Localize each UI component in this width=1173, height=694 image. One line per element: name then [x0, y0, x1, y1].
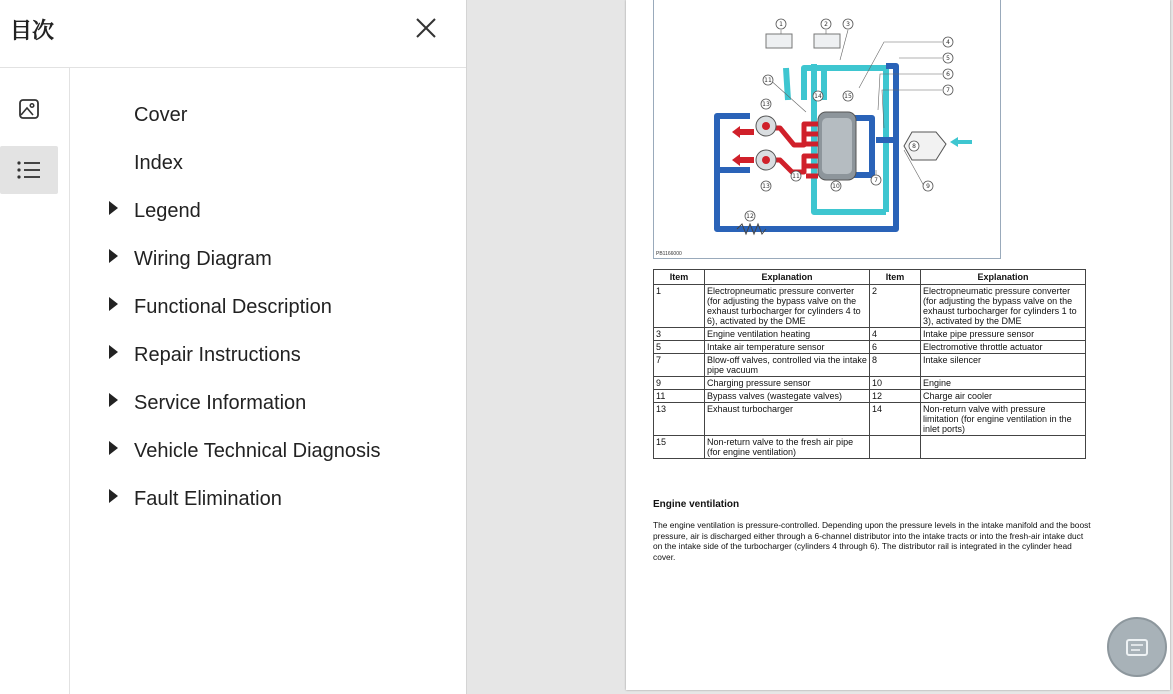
- toc-item-label: Cover: [134, 104, 188, 126]
- callout-7b: 7: [874, 177, 878, 184]
- list-icon: [16, 158, 42, 182]
- turbocharger-upper: [756, 116, 776, 136]
- cell-explanation: Blow-off valves, controlled via the intake pipe vacuum: [705, 354, 870, 377]
- cell-explanation: Electromotive throttle actuator: [921, 341, 1086, 354]
- engine-ventilation-diagram: [653, 0, 1001, 259]
- callout-8: 8: [912, 143, 916, 150]
- cell-explanation: Electropneumatic pressure converter (for adjusting the bypass valve on the exhaust turbocharger for cylinders 1 to 3), activated by the DME: [921, 285, 1086, 328]
- cell-item: 15: [654, 436, 705, 459]
- toc-item-legend[interactable]: [70, 190, 465, 238]
- toc-item-service-information[interactable]: [70, 382, 465, 430]
- cell-explanation: Intake air temperature sensor: [705, 341, 870, 354]
- callout-3: 3: [846, 21, 850, 28]
- cell-explanation: Bypass valves (wastegate valves): [705, 390, 870, 403]
- cell-item: 10: [870, 377, 921, 390]
- toc-item-label: Wiring Diagram: [134, 248, 272, 270]
- cell-item: 3: [654, 328, 705, 341]
- header-item: Item: [654, 270, 705, 285]
- toc-item-fault-elimination[interactable]: [70, 478, 465, 526]
- toc-item-repair-instructions[interactable]: [70, 334, 465, 382]
- callout-11: 11: [764, 77, 772, 84]
- engine-block: [818, 112, 856, 180]
- cell-explanation: Non-return valve to the fresh air pipe (for engine ventilation): [705, 436, 870, 459]
- cell-item: 9: [654, 377, 705, 390]
- parts-table: [653, 269, 1086, 459]
- cell-item: 2: [870, 285, 921, 328]
- section-heading: Engine ventilation: [653, 499, 740, 510]
- turbocharger-lower: [756, 150, 776, 170]
- cell-explanation: Charging pressure sensor: [705, 377, 870, 390]
- table-row: [654, 403, 1086, 436]
- table-row: [654, 354, 1086, 377]
- callout-6: 6: [946, 71, 950, 78]
- toc-list: [70, 94, 465, 526]
- expand-triangle-icon[interactable]: [109, 393, 118, 407]
- callout-13: 13: [762, 101, 770, 108]
- table-row: [654, 285, 1086, 328]
- toc-item-vehicle-technical-diagnosis[interactable]: [70, 430, 465, 478]
- cell-item: 6: [870, 341, 921, 354]
- cell-explanation: Intake silencer: [921, 354, 1086, 377]
- toc-item-label: Vehicle Technical Diagnosis: [134, 440, 381, 462]
- floating-assistant-button[interactable]: [1107, 617, 1167, 677]
- document-page: [626, 0, 1170, 690]
- table-row: [654, 390, 1086, 403]
- toc-item-label: Functional Description: [134, 296, 332, 318]
- expand-triangle-icon[interactable]: [109, 345, 118, 359]
- toc-item-functional-description[interactable]: [70, 286, 465, 334]
- callout-9: 9: [926, 183, 930, 190]
- toc-title: 目次: [10, 19, 55, 44]
- toc-item-cover[interactable]: [70, 94, 465, 142]
- diagram-svg: [654, 0, 1000, 258]
- cell-item: 5: [654, 341, 705, 354]
- cell-explanation: Non-return valve with pressure limitation (for engine ventilation in the inlet ports): [921, 403, 1086, 436]
- cell-explanation: [921, 436, 1086, 459]
- toc-item-label: Legend: [134, 200, 201, 222]
- cell-item: 14: [870, 403, 921, 436]
- cell-item: 12: [870, 390, 921, 403]
- expand-triangle-icon[interactable]: [109, 297, 118, 311]
- callout-10: 10: [832, 183, 840, 190]
- expand-triangle-icon[interactable]: [109, 201, 118, 215]
- callout-7: 7: [946, 87, 950, 94]
- outline-button[interactable]: [0, 146, 58, 194]
- toc-item-wiring-diagram[interactable]: [70, 238, 465, 286]
- cell-explanation: Engine ventilation heating: [705, 328, 870, 341]
- callout-11b: 11: [792, 173, 800, 180]
- toc-panel: [0, 0, 467, 694]
- toc-item-index[interactable]: [70, 142, 465, 190]
- cell-item: 8: [870, 354, 921, 377]
- section-body: The engine ventilation is pressure-controlled. Depending upon the pressure levels in the intake manifold and the boost pressure, air is discharged either through a 6-channel distributor into the intake tracts or into the fresh-air intake duct on the intake side of the turbocharger (cylinders 4 through 6). The distributor rail is integrated in the cylinder head cover.: [653, 520, 1091, 562]
- tool-rail: [0, 68, 70, 694]
- callout-12: 12: [746, 213, 754, 220]
- header-explanation: Explanation: [705, 270, 870, 285]
- document-icon: [1122, 632, 1152, 662]
- table-row: [654, 328, 1086, 341]
- callout-2: 2: [824, 21, 828, 28]
- cell-explanation: Electropneumatic pressure converter (for adjusting the bypass valve on the exhaust turbocharger for cylinders 4 to 6), activated by the DME: [705, 285, 870, 328]
- cell-explanation: Intake pipe pressure sensor: [921, 328, 1086, 341]
- callout-13b: 13: [762, 183, 770, 190]
- cell-item: 7: [654, 354, 705, 377]
- toc-item-label: Fault Elimination: [134, 488, 282, 510]
- table-row: [654, 377, 1086, 390]
- toc-item-label: Repair Instructions: [134, 344, 301, 366]
- close-button[interactable]: [410, 12, 442, 44]
- callout-15: 15: [844, 93, 852, 100]
- toc-item-label: Index: [134, 152, 183, 174]
- figure-code: PB1166000: [656, 251, 682, 257]
- cell-explanation: Exhaust turbocharger: [705, 403, 870, 436]
- cell-item: 11: [654, 390, 705, 403]
- header-explanation: Explanation: [921, 270, 1086, 285]
- table-row: [654, 341, 1086, 354]
- expand-triangle-icon[interactable]: [109, 441, 118, 455]
- expand-triangle-icon[interactable]: [109, 489, 118, 503]
- thumbnails-button[interactable]: [0, 85, 58, 133]
- cell-item: [870, 436, 921, 459]
- close-icon: [410, 12, 442, 44]
- callout-4: 4: [946, 39, 950, 46]
- table-header-row: [654, 270, 1086, 285]
- cell-explanation: Charge air cooler: [921, 390, 1086, 403]
- image-icon: [17, 97, 41, 121]
- callout-1: 1: [779, 21, 783, 28]
- expand-triangle-icon[interactable]: [109, 249, 118, 263]
- cell-item: 1: [654, 285, 705, 328]
- header-item: Item: [870, 270, 921, 285]
- callout-14: 14: [814, 93, 822, 100]
- cell-item: 13: [654, 403, 705, 436]
- toc-item-label: Service Information: [134, 392, 307, 414]
- table-row: [654, 436, 1086, 459]
- callout-5: 5: [946, 55, 950, 62]
- cell-item: 4: [870, 328, 921, 341]
- cell-explanation: Engine: [921, 377, 1086, 390]
- toc-header: [0, 0, 466, 68]
